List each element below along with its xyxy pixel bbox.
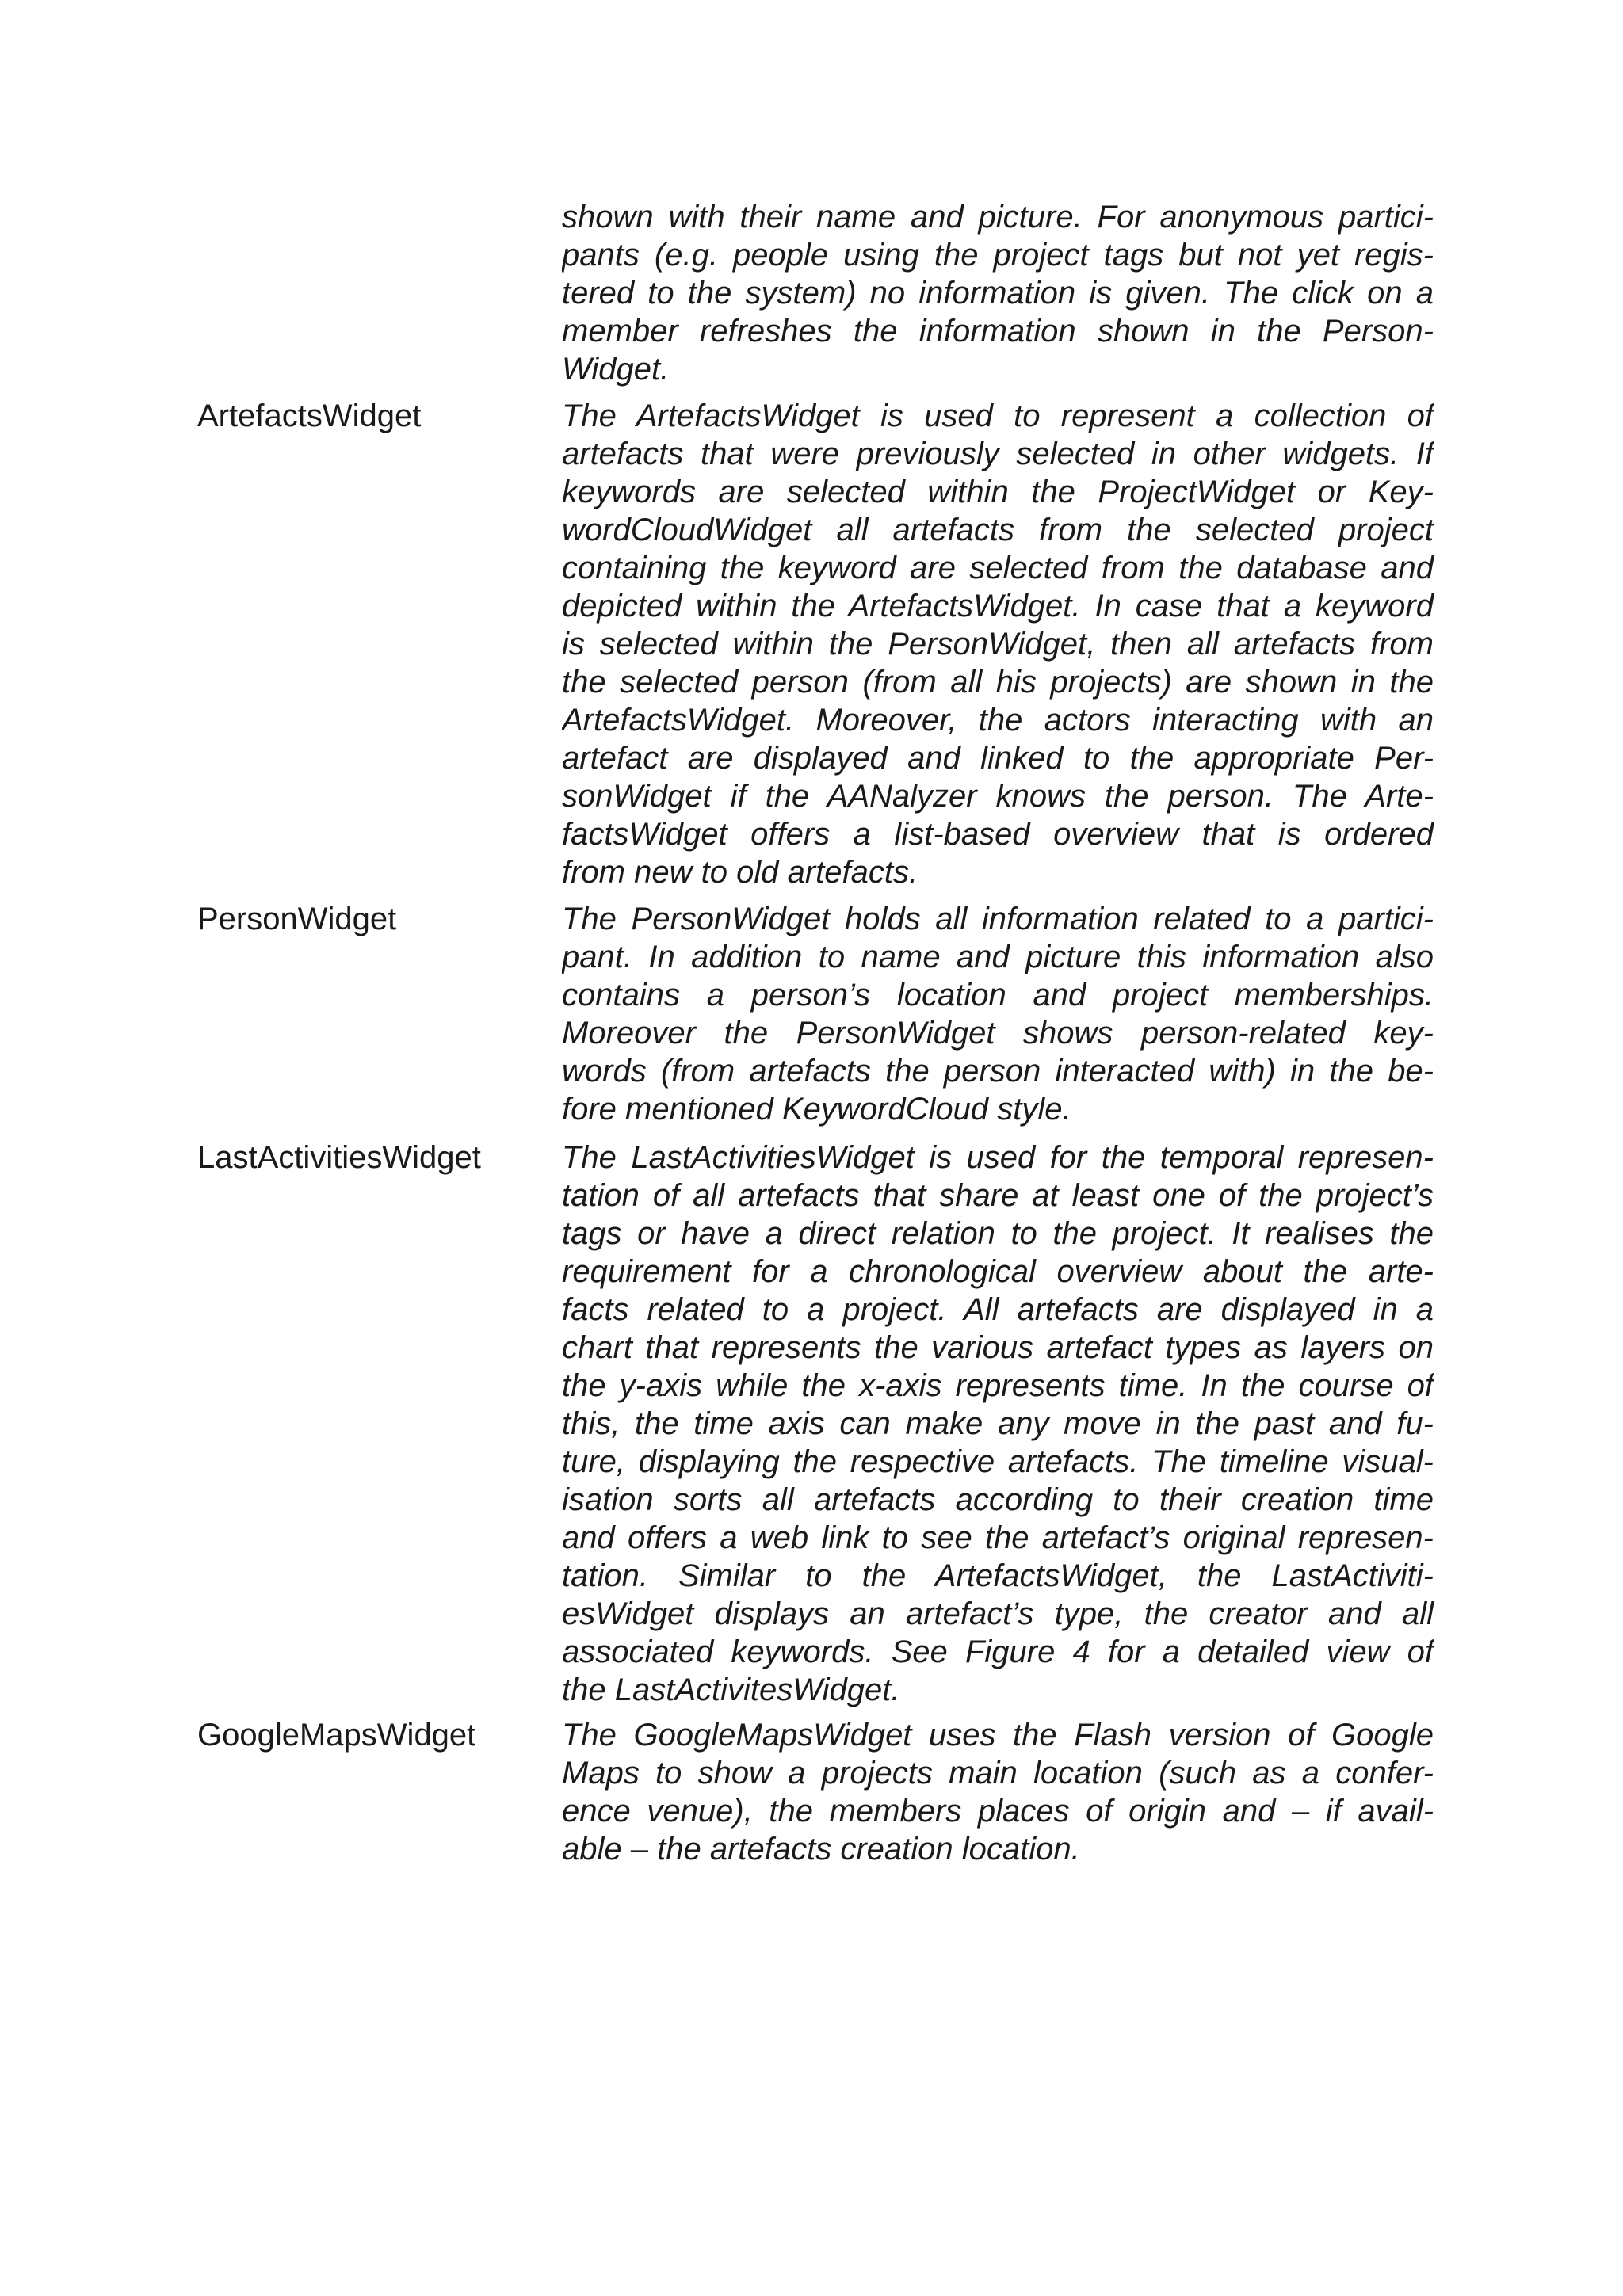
text-line: esWidget displays an artefact’s type, the creator and all [562,1596,1434,1631]
text-line: the y-axis while the x-axis represents time. In the course of [562,1368,1434,1403]
entry-term: GoogleMapsWidget [197,1718,476,1753]
entry-description [562,198,1434,388]
entry-term: LastActivitiesWidget [197,1140,481,1175]
text-line: Widget. [562,352,670,387]
text-line: The GoogleMapsWidget uses the Flash version of Google [562,1718,1434,1753]
text-line: requirement for a chronological overview about the arte- [562,1254,1434,1289]
text-line: the LastActivitesWidget. [562,1672,900,1707]
text-line: the selected person (from all his projects) are shown in the [562,665,1434,700]
text-line: ArtefactsWidget. Moreover, the actors interacting with an [562,703,1434,738]
entry-term: PersonWidget [197,902,397,936]
text-line: tation of all artefacts that share at least one of the project’s [562,1178,1434,1213]
text-line: Maps to show a projects main location (such as a confer- [562,1756,1434,1791]
text-line: wordCloudWidget all artefacts from the selected project [562,513,1434,547]
text-line: The PersonWidget holds all information related to a partici- [562,902,1434,936]
entry-description [562,900,1434,1128]
text-line: pants (e.g. people using the project tags but not yet regis- [562,238,1434,273]
text-line: The ArtefactsWidget is used to represent a collection of [562,399,1434,433]
text-line: shown with their name and picture. For anonymous partici- [562,200,1434,235]
text-line: chart that represents the various artefact types as layers on [562,1330,1434,1365]
text-line: pant. In addition to name and picture this information also [562,940,1434,974]
text-line: able – the artefacts creation location. [562,1832,1080,1867]
entry-description [562,1716,1434,1868]
text-line: factsWidget offers a list-based overview that is ordered [562,817,1434,852]
text-line: keywords are selected within the ProjectWidget or Key- [562,475,1434,509]
text-line: from new to old artefacts. [562,855,918,890]
text-line: ture, displaying the respective artefacts. The timeline visual- [562,1444,1434,1479]
text-line: tation. Similar to the ArtefactsWidget, the LastActiviti- [562,1558,1434,1593]
text-line: associated keywords. See Figure 4 for a detailed view of [562,1634,1434,1669]
text-line: ence venue), the members places of origin and – if avail- [562,1794,1434,1829]
text-line: this, the time axis can make any move in the past and fu- [562,1406,1434,1441]
text-line: facts related to a project. All artefacts are displayed in a [562,1292,1434,1327]
text-line: isation sorts all artefacts according to their creation time [562,1482,1434,1517]
text-line: Moreover the PersonWidget shows person-related key- [562,1016,1434,1051]
text-line: words (from artefacts the person interacted with) in the be- [562,1054,1434,1089]
text-line: fore mentioned KeywordCloud style. [562,1092,1071,1127]
text-line: The LastActivitiesWidget is used for the temporal represen- [562,1140,1434,1175]
entry-description [562,1138,1434,1709]
text-line: artefacts that were previously selected in other widgets. If [562,437,1434,471]
text-line: sonWidget if the AANalyzer knows the person. The Arte- [562,779,1434,814]
entry-term: ArtefactsWidget [197,399,422,433]
text-line: artefact are displayed and linked to the appropriate Per- [562,741,1434,776]
entry-description [562,397,1434,891]
text-line: containing the keyword are selected from the database and [562,551,1434,585]
text-line: member refreshes the information shown in the Person- [562,314,1434,349]
text-line: tags or have a direct relation to the project. It realises the [562,1216,1434,1251]
text-line: contains a person’s location and project memberships. [562,978,1434,1013]
text-line: and offers a web link to see the artefact’s original represen- [562,1520,1434,1555]
text-line: tered to the system) no information is given. The click on a [562,276,1434,311]
text-line: is selected within the PersonWidget, then all artefacts from [562,627,1434,662]
text-line: depicted within the ArtefactsWidget. In case that a keyword [562,589,1434,624]
